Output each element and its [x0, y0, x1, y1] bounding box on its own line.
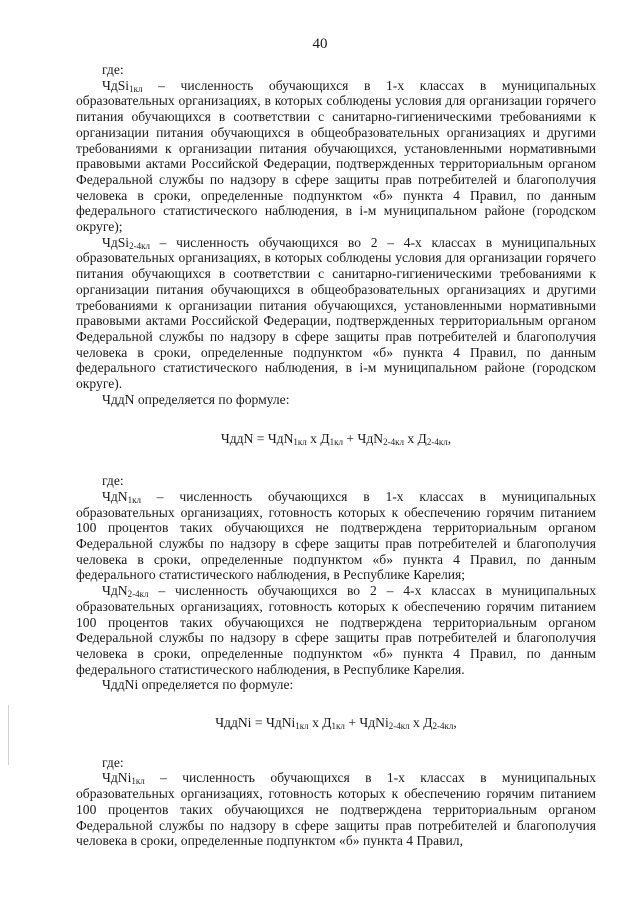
definition-text: – численность обучающихся во 2 – 4-х классах в муниципальных образовательных организациях, готовность которых к обеспечению горячим питанием 100 процентов таких обучающихся не подтверждена территориальным органом Федеральной службы по надзору в сфере защиты прав потребителей и благополучия человека в сроки, определенные подпунктом «б» пункта 4 Правил, по данным федерального статистического наблюдения, в Республике Карелия.	[76, 583, 596, 677]
formula-coefficient-subscript: 1кл	[329, 437, 344, 448]
formula-term-subscript: 2-4кл	[383, 437, 404, 448]
formula-equals: =	[253, 431, 268, 447]
definition-paragraph	[76, 489, 596, 583]
formula-f1	[76, 431, 596, 447]
formula-end-comma: ,	[453, 715, 457, 731]
definition-text: – численность обучающихся в 1-х классах в муниципальных образовательных организациях, готовность которых к обеспечению горячим питанием 100 процентов таких обучающихся не подтверждена территориальным органом Федеральной службы по надзору в сфере защиты прав потребителей и благополучия человека в сроки, определенные подпунктом «б» пункта 4 Правил, по данным федерального статистического наблюдения, в Республике Карелия;	[76, 488, 596, 583]
definition-symbol-subscript: 1кл	[127, 494, 141, 505]
formula-term: ЧдN	[357, 431, 384, 447]
formula-lhs: ЧддNi	[215, 715, 252, 731]
formula-plus: +	[344, 715, 360, 731]
formula-term: ЧдNi	[359, 715, 389, 731]
definition-symbol: ЧдSi	[102, 234, 130, 250]
definition-text: – численность обучающихся во 2 – 4-х классах в муниципальных образовательных организациях, в которых соблюдены условия для организации горячего питания обучающихся в соответствии с санитарно-гигиеническими требованиями к организации питания обучающихся в общеобразовательных организациях и другими требованиями к организации питания обучающихся, установленными нормативными правовыми актами Российской Федерации, подтвержденных территориальным органом Федеральной службы по надзору в сфере защиты прав потребителей и благополучия человека в сроки, определенные подпунктом «б» пункта 4 Правил, по данным федерального статистического наблюдения, в i-м муниципальном районе (городском округе).	[76, 234, 596, 392]
definition-symbol-subscript: 1кл	[131, 776, 145, 787]
formula-term: ЧдNi	[265, 715, 296, 731]
where-label: где:	[102, 754, 124, 770]
formula-intro-paragraph: ЧддNi определяется по формуле:	[102, 677, 294, 693]
definition-paragraph	[76, 583, 596, 677]
formula-lhs: ЧддN	[220, 431, 254, 447]
formula-end-comma: ,	[447, 431, 452, 447]
definition-paragraph	[76, 235, 596, 392]
where-label: где:	[102, 62, 124, 77]
definition-text: – численность обучающихся в 1-х классах в муниципальных образовательных организациях, в которых соблюдены условия для организации горячего питания обучающихся в соответствии с санитарно-гигиеническими требованиями к организации питания обучающихся в общеобразовательных организациях и другими требованиями к организации питания обучающихся, установленными нормативными правовыми актами Российской Федерации, подтвержденных территориальным органом Федеральной службы по надзору в сфере защиты прав потребителей и благополучия человека в сроки, определенные подпунктом «б» пункта 4 Правил, по данным федерального статистического наблюдения, в i-м муниципальном районе (городском округе);	[76, 77, 596, 235]
formula-term-subscript: 1кл	[293, 437, 307, 448]
formula-f2	[76, 715, 596, 731]
definition-symbol: ЧдN	[102, 488, 128, 504]
formula-coefficient: Д	[423, 715, 433, 731]
definition-symbol: ЧдSi	[102, 77, 130, 93]
definition-symbol: ЧдN	[102, 583, 128, 599]
document-body	[76, 62, 596, 849]
scan-margin-mark	[8, 705, 9, 765]
where-label: где:	[102, 473, 124, 489]
formula-multiply: x	[306, 431, 321, 447]
definition-paragraph	[76, 78, 596, 235]
formula-coefficient: Д	[320, 431, 330, 447]
definition-symbol-subscript: 2-4кл	[129, 240, 150, 251]
definition-symbol: ЧдNi	[102, 770, 132, 786]
formula-term-subscript: 1кл	[295, 721, 309, 732]
formula-multiply: x	[409, 715, 424, 731]
definition-symbol-subscript: 2-4кл	[127, 589, 149, 600]
formula-equals: =	[251, 715, 266, 731]
formula-term: ЧдN	[267, 431, 294, 447]
definition-symbol-subscript: 1кл	[129, 83, 143, 94]
formula-coefficient: Д	[417, 431, 427, 447]
formula-intro-paragraph: ЧддN определяется по формуле:	[102, 391, 290, 407]
formula-coefficient-subscript: 2-4кл	[426, 437, 448, 448]
definition-text: – численность обучающихся в 1-х классах в муниципальных образовательных организациях, готовность которых к обеспечению горячим питанием 100 процентов таких обучающихся не подтверждена территориальным органом Федеральной службы по надзору в сфере защиты прав потребителей и благополучия человека в сроки, определенные подпунктом «б» пункта 4 Правил,	[76, 770, 596, 849]
formula-coefficient-subscript: 1кл	[331, 721, 345, 732]
formula-coefficient-subscript: 2-4кл	[432, 721, 454, 732]
formula-term-subscript: 2-4кл	[388, 721, 410, 732]
page-number: 40	[312, 36, 328, 52]
formula-plus: +	[343, 431, 358, 447]
formula-coefficient: Д	[322, 715, 332, 731]
formula-multiply: x	[403, 431, 418, 447]
formula-multiply: x	[308, 715, 323, 731]
definition-paragraph	[76, 770, 596, 849]
